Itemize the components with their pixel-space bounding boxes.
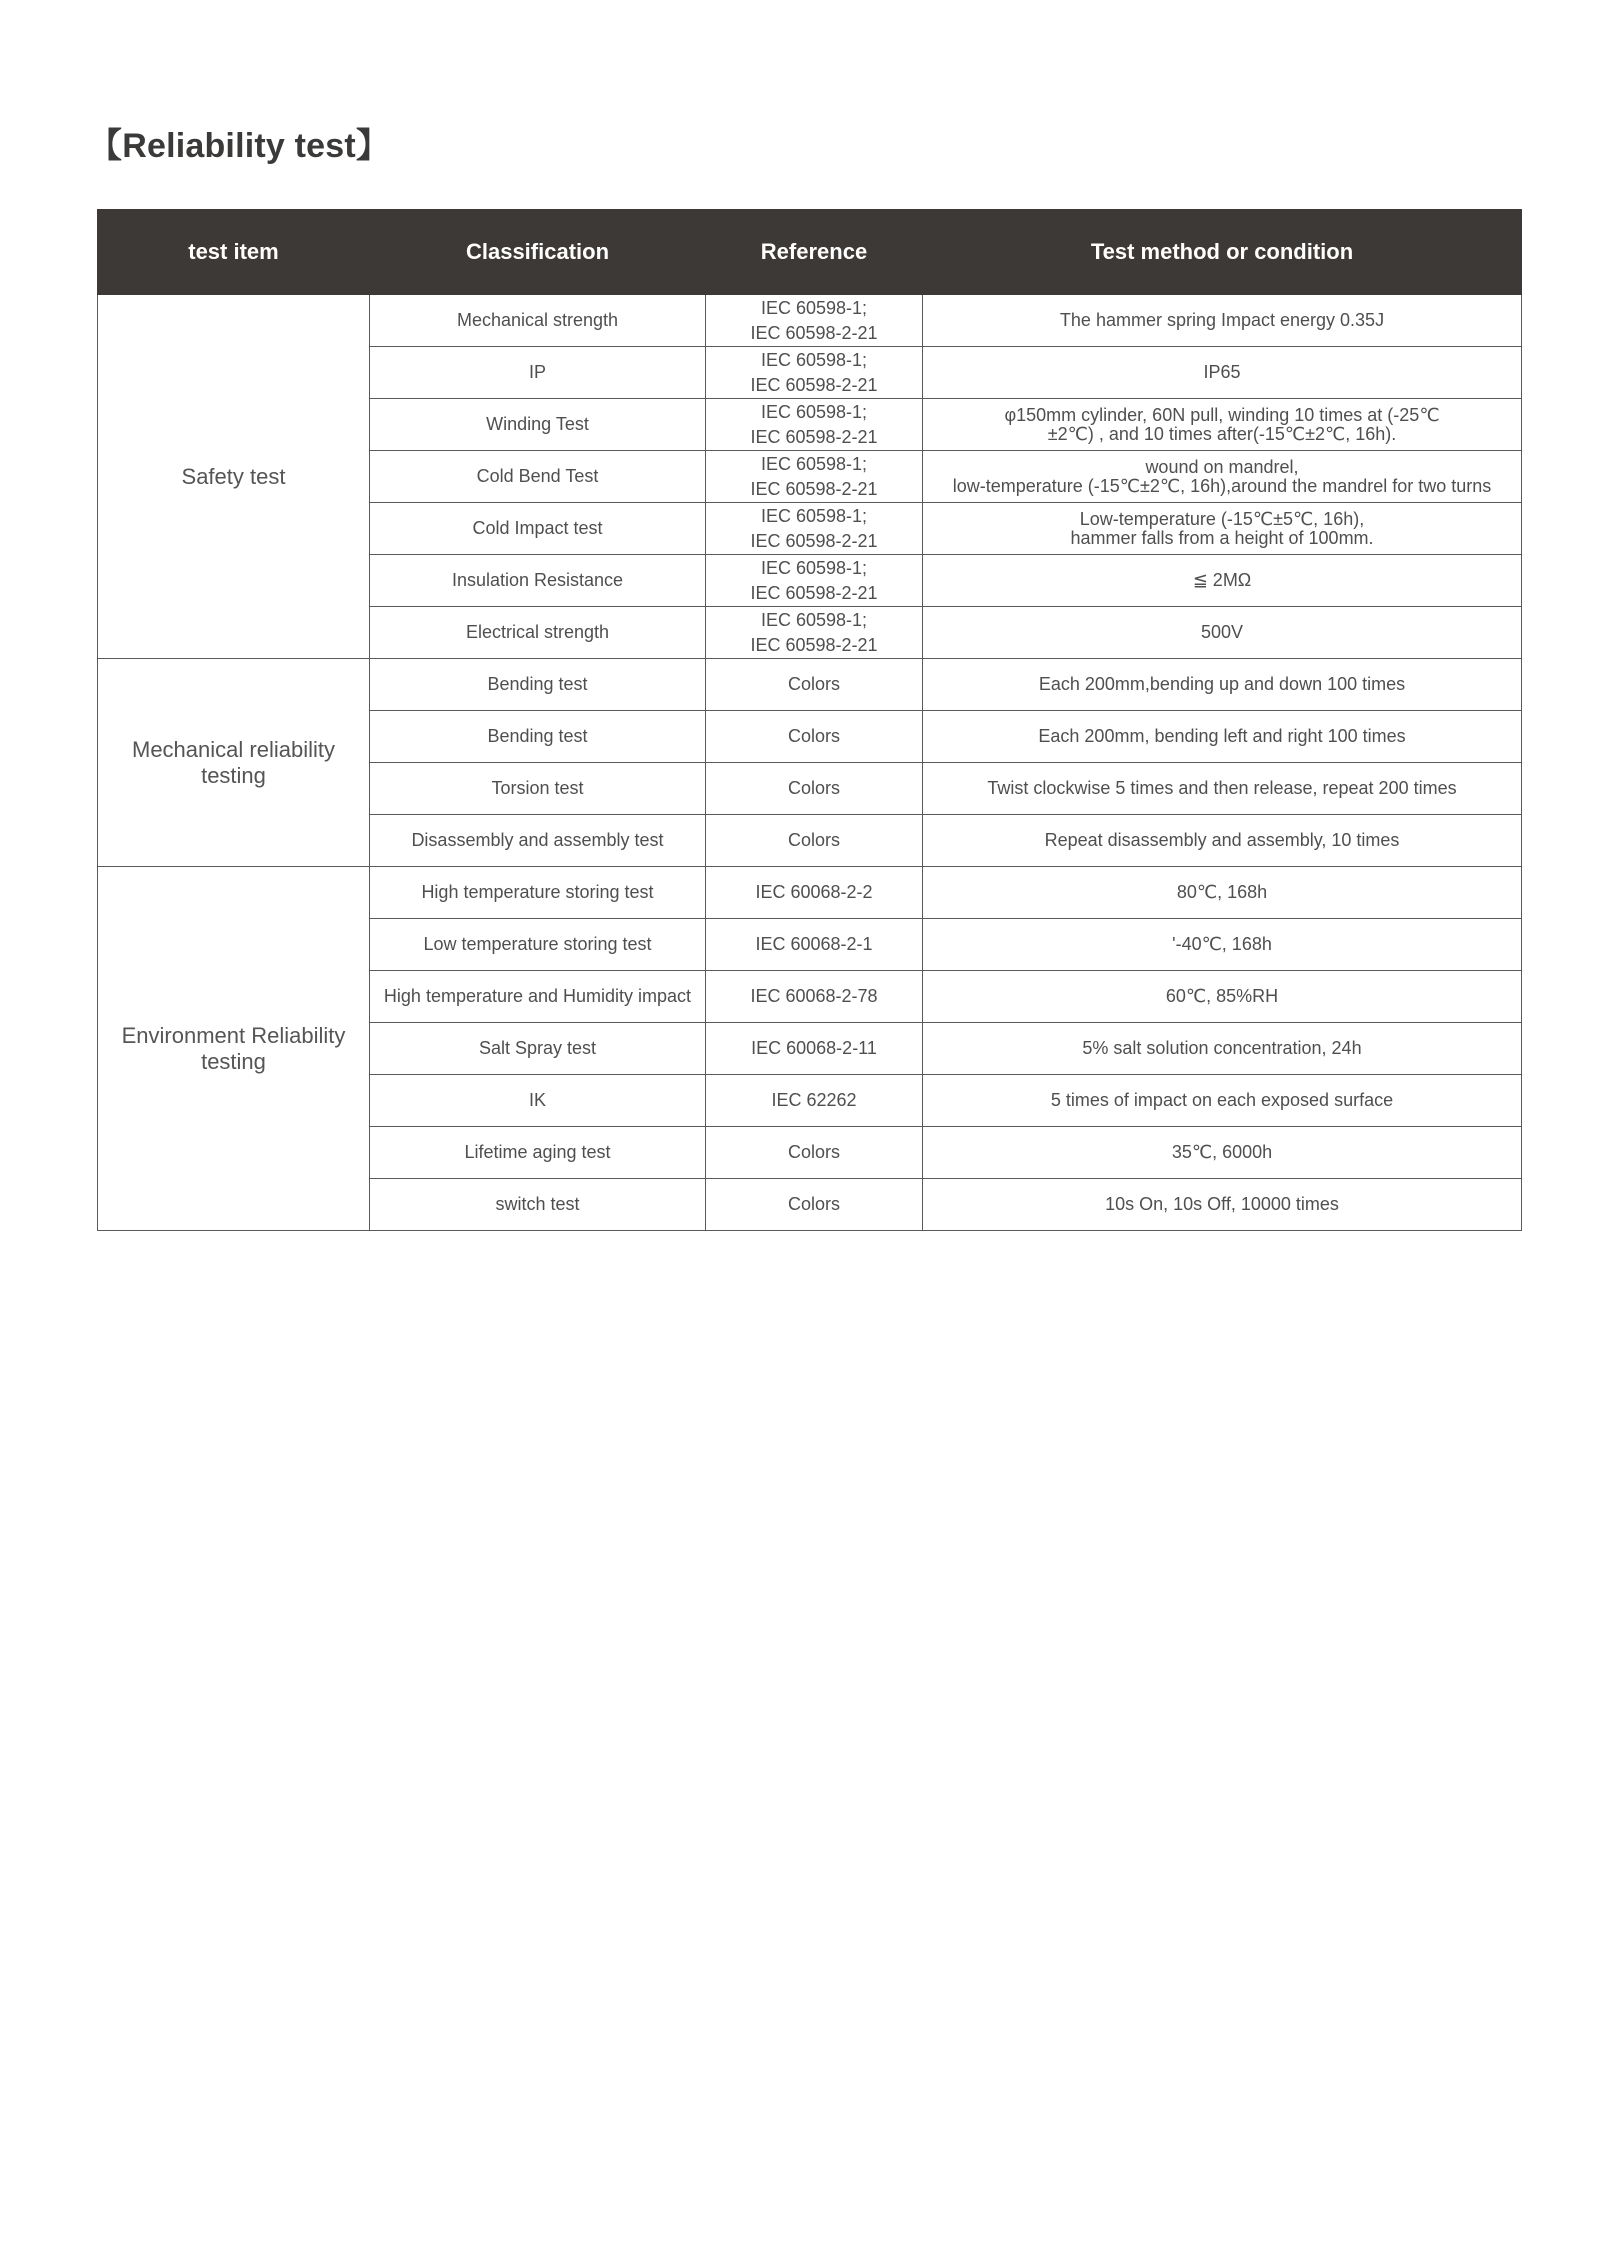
classification-cell: High temperature storing test	[370, 867, 706, 919]
test-method-cell	[923, 867, 1522, 919]
test-item-cell: Safety test	[98, 295, 370, 659]
reference-line: IEC 60598-1;	[760, 349, 868, 370]
table-row	[98, 867, 1522, 919]
classification-cell: Insulation Resistance	[370, 555, 706, 607]
classification-cell: Torsion test	[370, 763, 706, 815]
test-method-line: Each 200mm, bending left and right 100 times	[1038, 726, 1406, 746]
reference-line: Colors	[787, 726, 840, 746]
test-method-cell	[923, 607, 1522, 659]
reference-cell	[706, 295, 923, 347]
classification-cell: Bending test	[370, 659, 706, 711]
test-method-line: 500V	[1200, 622, 1244, 642]
reliability-table	[97, 209, 1522, 1231]
test-item-cell: Environment Reliability testing	[98, 867, 370, 1231]
reference-cell	[706, 919, 923, 971]
classification-cell: Salt Spray test	[370, 1023, 706, 1075]
test-method-cell	[923, 503, 1522, 555]
test-method-cell	[923, 711, 1522, 763]
reference-line: IEC 60598-2-21	[750, 530, 878, 551]
reference-cell	[706, 1023, 923, 1075]
test-method-line: ≦ 2MΩ	[1192, 570, 1252, 590]
reference-line: IEC 60598-2-21	[750, 634, 878, 655]
header-row	[98, 210, 1522, 295]
reference-line: Colors	[787, 778, 840, 798]
reference-cell	[706, 867, 923, 919]
reference-cell	[706, 1179, 923, 1231]
classification-cell: Low temperature storing test	[370, 919, 706, 971]
test-method-line: Repeat disassembly and assembly, 10 times	[1044, 830, 1400, 850]
classification-cell: IP	[370, 347, 706, 399]
test-method-line: IP65	[1203, 362, 1241, 382]
reference-line: IEC 60068-2-78	[750, 986, 878, 1006]
classification-cell: Winding Test	[370, 399, 706, 451]
classification-cell: Electrical strength	[370, 607, 706, 659]
reference-cell	[706, 971, 923, 1023]
reference-cell	[706, 763, 923, 815]
classification-cell: Bending test	[370, 711, 706, 763]
test-method-line: 60℃, 85%RH	[1165, 986, 1279, 1006]
classification-cell: Cold Impact test	[370, 503, 706, 555]
reference-line: IEC 60598-1;	[760, 401, 868, 422]
reference-line: IEC 60598-2-21	[750, 478, 878, 499]
test-method-cell	[923, 971, 1522, 1023]
table-body	[98, 295, 1522, 1231]
test-method-cell	[923, 1127, 1522, 1179]
test-method-cell	[923, 399, 1522, 451]
reference-cell	[706, 451, 923, 503]
reference-cell	[706, 815, 923, 867]
test-method-line: hammer falls from a height of 100mm.	[1070, 527, 1374, 548]
test-method-line: 80℃, 168h	[1176, 882, 1268, 902]
test-method-line: Low-temperature (-15℃±5℃, 16h),	[1079, 508, 1365, 529]
reference-line: IEC 60068-2-2	[755, 882, 873, 902]
test-method-line: φ150mm cylinder, 60N pull, winding 10 times at (-25℃	[1004, 404, 1440, 425]
reference-line: IEC 60598-1;	[760, 557, 868, 578]
reference-cell	[706, 1127, 923, 1179]
test-method-cell	[923, 347, 1522, 399]
reference-cell	[706, 503, 923, 555]
reference-line: IEC 60598-1;	[760, 297, 868, 318]
classification-cell: switch test	[370, 1179, 706, 1231]
reference-line: Colors	[787, 674, 840, 694]
test-method-line: 10s On, 10s Off, 10000 times	[1105, 1194, 1339, 1214]
page-title: 【Reliability test】	[88, 127, 391, 165]
test-method-cell	[923, 763, 1522, 815]
reference-line: IEC 60068-2-11	[751, 1038, 877, 1058]
classification-cell: Lifetime aging test	[370, 1127, 706, 1179]
test-method-cell	[923, 659, 1522, 711]
reference-line: IEC 60598-1;	[760, 609, 868, 630]
test-method-cell	[923, 919, 1522, 971]
classification-cell: IK	[370, 1075, 706, 1127]
reference-cell	[706, 347, 923, 399]
reference-line: IEC 60598-1;	[760, 505, 868, 526]
test-method-cell	[923, 1023, 1522, 1075]
reference-line: IEC 60598-2-21	[750, 322, 878, 343]
test-method-line: The hammer spring Impact energy 0.35J	[1059, 310, 1385, 330]
table-row	[98, 295, 1522, 347]
classification-cell: Disassembly and assembly test	[370, 815, 706, 867]
header-test-method: Test method or condition	[923, 210, 1522, 295]
test-method-line: ±2℃) , and 10 times after(-15℃±2℃, 16h).	[1047, 423, 1397, 444]
classification-cell: Mechanical strength	[370, 295, 706, 347]
reference-line: Colors	[787, 830, 840, 850]
reference-cell	[706, 607, 923, 659]
reference-line: IEC 60598-2-21	[750, 426, 878, 447]
test-method-cell	[923, 295, 1522, 347]
test-method-cell	[923, 1075, 1522, 1127]
reference-cell	[706, 711, 923, 763]
reference-line: IEC 62262	[771, 1090, 857, 1110]
header-classification: Classification	[370, 210, 706, 295]
test-method-line: '-40℃, 168h	[1172, 934, 1272, 954]
header-reference: Reference	[706, 210, 923, 295]
test-method-line: 35℃, 6000h	[1171, 1142, 1273, 1162]
test-method-line: 5% salt solution concentration, 24h	[1082, 1038, 1362, 1058]
reference-line: Colors	[787, 1194, 840, 1214]
test-method-cell	[923, 451, 1522, 503]
reference-line: IEC 60598-2-21	[750, 582, 878, 603]
test-method-cell	[923, 815, 1522, 867]
reference-line: IEC 60068-2-1	[755, 934, 873, 954]
reference-cell	[706, 1075, 923, 1127]
test-method-line: 5 times of impact on each exposed surface	[1050, 1090, 1394, 1110]
test-method-line: Twist clockwise 5 times and then release, repeat 200 times	[987, 778, 1457, 798]
reference-line: IEC 60598-1;	[760, 453, 868, 474]
classification-cell: Cold Bend Test	[370, 451, 706, 503]
test-method-line: wound on mandrel,	[1145, 456, 1299, 477]
classification-cell: High temperature and Humidity impact	[370, 971, 706, 1023]
reference-cell	[706, 659, 923, 711]
table-header	[98, 210, 1522, 295]
test-method-cell	[923, 555, 1522, 607]
reference-cell	[706, 555, 923, 607]
table-row	[98, 659, 1522, 711]
test-method-line: Each 200mm,bending up and down 100 times	[1038, 674, 1406, 694]
reference-line: IEC 60598-2-21	[750, 374, 878, 395]
test-item-cell: Mechanical reliability testing	[98, 659, 370, 867]
test-method-cell	[923, 1179, 1522, 1231]
reference-cell	[706, 399, 923, 451]
reference-line: Colors	[787, 1142, 840, 1162]
header-test-item: test item	[98, 210, 370, 295]
test-method-line: low-temperature (-15℃±2℃, 16h),around the mandrel for two turns	[952, 475, 1492, 496]
